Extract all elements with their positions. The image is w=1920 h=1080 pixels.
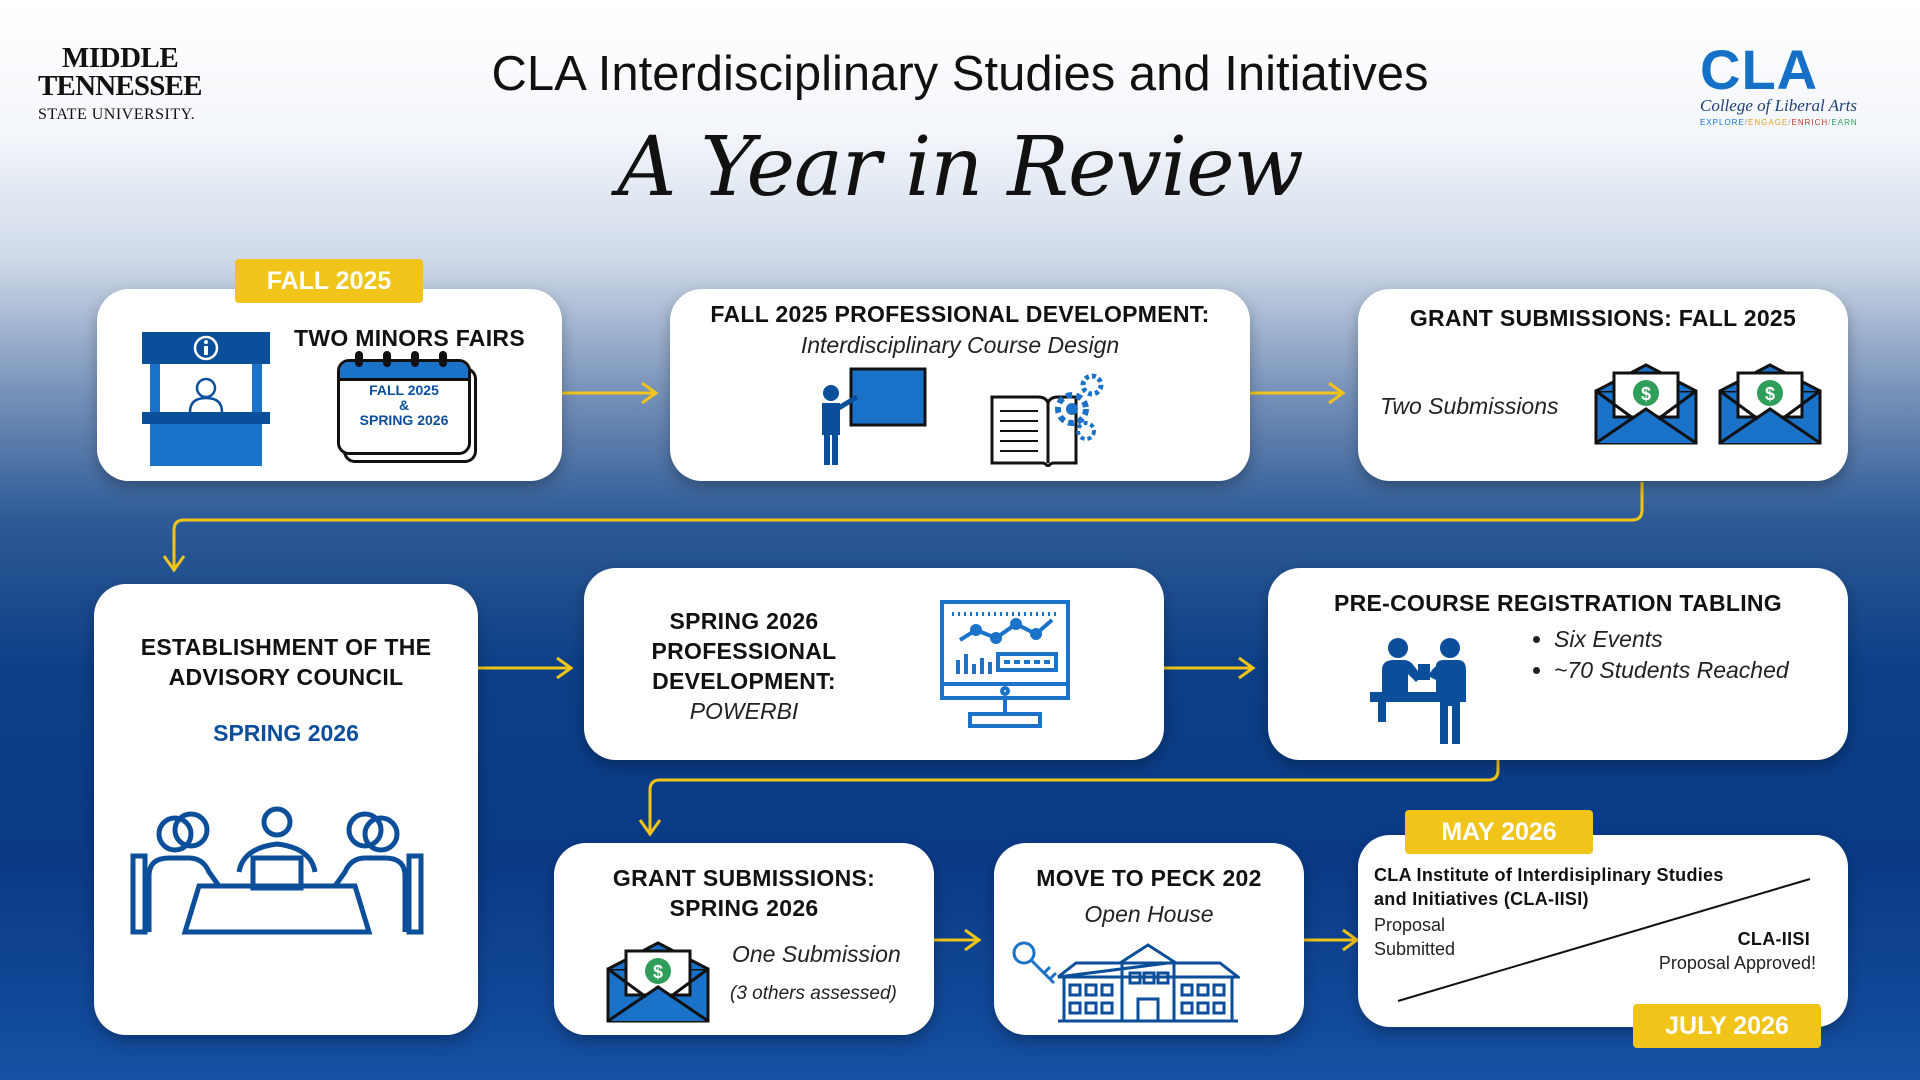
- advisory-term: SPRING 2026: [213, 720, 359, 746]
- advisory-council-card: [94, 584, 478, 1035]
- tagline-enrich: ENRICH: [1791, 118, 1829, 127]
- subtitle: A Year in Review: [617, 120, 1303, 215]
- may-2026-tag: MAY 2026: [1405, 810, 1593, 854]
- powerbi-line2: PROFESSIONAL: [651, 638, 837, 664]
- fall-prodev-card: [670, 289, 1250, 481]
- info-booth-icon: [142, 332, 270, 466]
- dashboard-monitor-icon: [940, 600, 1070, 730]
- minors-fairs-title: TWO MINORS FAIRS: [294, 325, 525, 351]
- key-icon: [1010, 939, 1060, 989]
- grant-fall-text: Two Submissions: [1380, 393, 1559, 419]
- institute-line1: CLA Institute of Interdisiplinary Studies: [1374, 865, 1724, 885]
- powerbi-line1: SPRING 2026: [669, 608, 819, 634]
- mtsu-logo-line3: STATE UNIVERSITY.: [38, 106, 196, 123]
- tabling-bullet-students: • ~70 Students Reached: [1554, 655, 1789, 686]
- grant-fall-card: [1358, 289, 1848, 481]
- tabling-bullets: [1530, 624, 1789, 686]
- approved-line2: Proposal Approved!: [1658, 953, 1816, 973]
- tabling-title: PRE-COURSE REGISTRATION TABLING: [1333, 590, 1782, 616]
- main-title: CLA Interdisciplinary Studies and Initiatives: [491, 47, 1429, 101]
- grant-spring-text: One Submission: [732, 941, 901, 967]
- grant-spring-title-line2: SPRING 2026: [669, 895, 819, 921]
- calendar-line2: &: [398, 397, 410, 413]
- meeting-table-icon: [129, 806, 425, 938]
- tabling-card: [1268, 568, 1848, 760]
- fall-prodev-subtitle: Interdisciplinary Course Design: [800, 332, 1120, 358]
- approved-line1: CLA-IISI: [1737, 929, 1810, 949]
- peck-subtitle: Open House: [1084, 901, 1214, 927]
- powerbi-card: [584, 568, 1164, 760]
- grant-spring-note: (3 others assessed): [730, 983, 897, 1004]
- calendar-line3: SPRING 2026: [359, 412, 449, 428]
- institute-line4: Submitted: [1374, 939, 1456, 959]
- building-icon: [1056, 941, 1240, 1023]
- institute-line2: and Initiatives (CLA-IISI): [1374, 889, 1589, 909]
- tabling-bullet-events: • Six Events: [1554, 624, 1789, 655]
- institute-line3: Proposal: [1374, 915, 1446, 935]
- tagline-explore: EXPLORE: [1700, 118, 1745, 127]
- calendar-icon: [337, 359, 475, 461]
- tagline-earn: EARN: [1831, 118, 1858, 127]
- grant-spring-title-line1: GRANT SUBMISSIONS:: [612, 865, 876, 891]
- tabling-people-icon: [1370, 636, 1480, 744]
- mtsu-logo-line1: MIDDLE: [62, 42, 179, 74]
- money-envelope-icon: [1594, 361, 1698, 445]
- calendar-line1: FALL 2025: [369, 382, 439, 398]
- july-2026-tag: JULY 2026: [1633, 1004, 1821, 1048]
- tagline-engage: ENGAGE: [1748, 118, 1789, 127]
- svg-text:$: $: [1764, 384, 1776, 404]
- teacher-board-icon: [815, 367, 927, 467]
- powerbi-line4: POWERBI: [689, 698, 799, 724]
- advisory-title-line2: ADVISORY COUNCIL: [168, 664, 404, 690]
- fall-2025-tag: FALL 2025: [235, 259, 423, 303]
- peck-card: [994, 843, 1304, 1035]
- cla-logo-subtitle: College of Liberal Arts: [1700, 96, 1857, 115]
- institute-card: [1358, 835, 1848, 1027]
- svg-text:$: $: [1640, 384, 1652, 404]
- cla-logo-text: CLA: [1700, 38, 1819, 101]
- minors-fairs-card: [97, 289, 562, 481]
- peck-title: MOVE TO PECK 202: [1036, 865, 1262, 891]
- cla-tagline: EXPLORE/ENGAGE/ENRICH/EARN: [1700, 118, 1858, 127]
- svg-text:$: $: [652, 962, 664, 982]
- money-envelope-icon: [606, 939, 710, 1023]
- money-envelope-icon: [1718, 361, 1822, 445]
- grant-fall-title: GRANT SUBMISSIONS: FALL 2025: [1409, 305, 1797, 331]
- grant-spring-card: [554, 843, 934, 1035]
- advisory-title-line1: ESTABLISHMENT OF THE: [140, 634, 432, 660]
- powerbi-line3: DEVELOPMENT:: [652, 668, 836, 694]
- mtsu-logo-line2: TENNESSEE: [38, 70, 202, 102]
- book-gears-icon: [988, 367, 1110, 467]
- fall-prodev-title: FALL 2025 PROFESSIONAL DEVELOPMENT:: [710, 301, 1210, 327]
